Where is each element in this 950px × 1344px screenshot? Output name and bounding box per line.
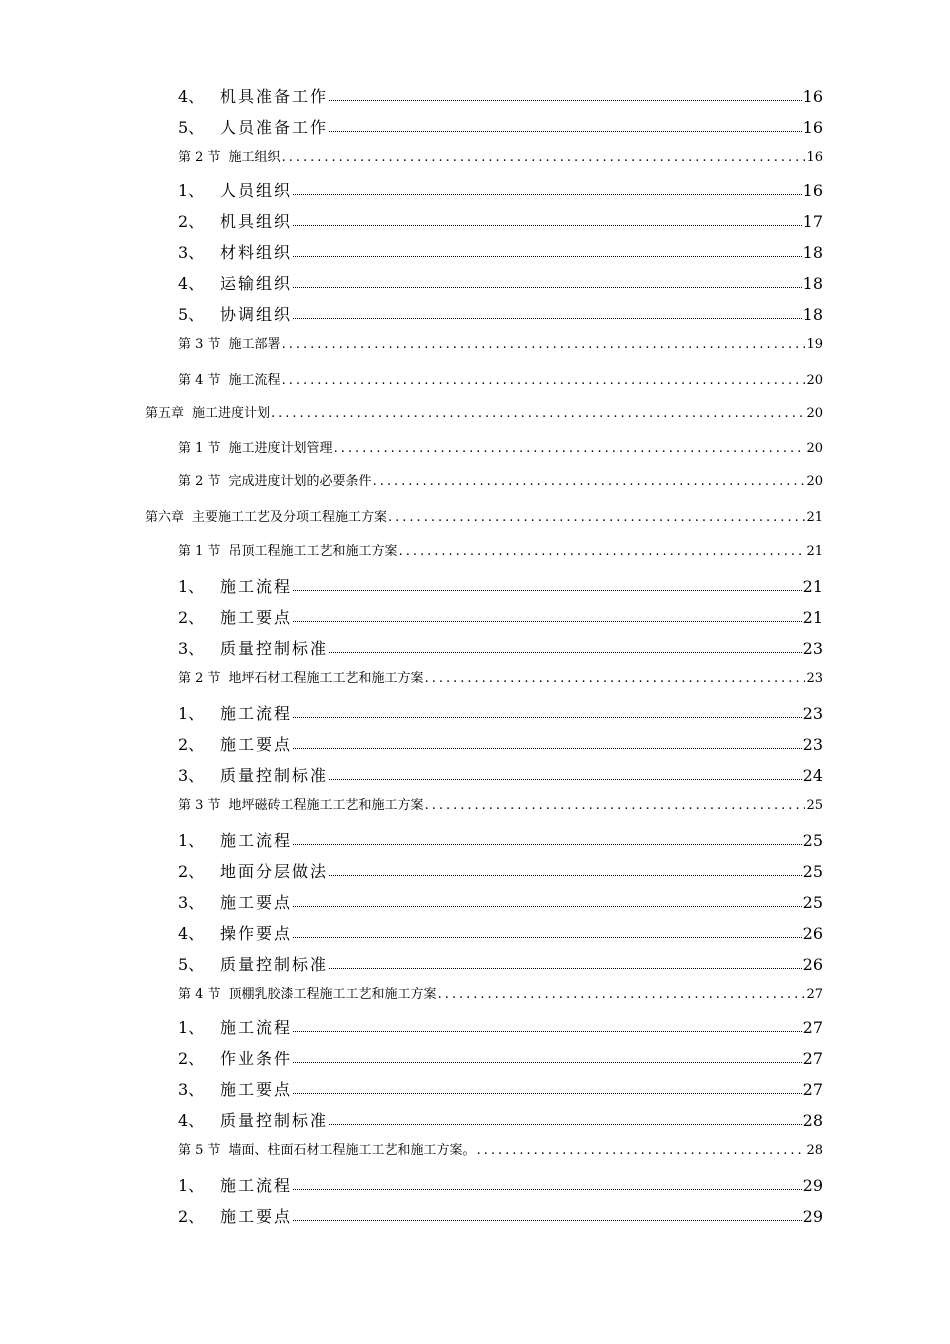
toc-entry-number: 4、 (178, 274, 205, 293)
toc-page-number: 25 (802, 862, 823, 881)
toc-entry-title: 施工要点 (220, 1207, 293, 1226)
toc-entry[interactable] (178, 1204, 823, 1226)
toc-entry-number: 2、 (178, 862, 205, 881)
toc-page-number: 28 (806, 1143, 823, 1158)
toc-entry[interactable] (178, 859, 823, 881)
toc-page-number: 20 (806, 441, 823, 456)
toc-page-number: 29 (802, 1207, 823, 1226)
toc-dot-leader (293, 256, 802, 257)
toc-entry-number: 第 2 节 (178, 474, 221, 489)
toc-page-number: 20 (806, 474, 823, 489)
toc-dot-leader (271, 406, 805, 421)
toc-page-number: 20 (806, 373, 823, 388)
toc-entry[interactable] (178, 983, 823, 1003)
toc-dot-leader (293, 844, 802, 845)
toc-entry[interactable] (178, 540, 823, 560)
toc-entry[interactable] (178, 1046, 823, 1068)
toc-page-number: 19 (806, 337, 823, 352)
toc-dot-leader (293, 318, 802, 319)
toc-entry-title: 施工流程 (228, 373, 281, 388)
toc-entry-title: 施工要点 (220, 893, 293, 912)
toc-entry[interactable] (178, 1015, 823, 1037)
toc-dot-leader (293, 1189, 802, 1190)
toc-entry-number: 4、 (178, 1111, 205, 1130)
toc-dot-leader (425, 798, 806, 813)
toc-entry[interactable] (178, 732, 823, 754)
toc-entry[interactable] (145, 506, 823, 526)
toc-dot-leader (334, 441, 806, 456)
toc-dot-leader (438, 987, 806, 1002)
toc-entry-number: 第 4 节 (178, 987, 221, 1002)
toc-entry-number: 5、 (178, 305, 205, 324)
toc-entry[interactable] (178, 271, 823, 293)
toc-dot-leader (293, 1093, 802, 1094)
toc-entry[interactable] (178, 115, 823, 137)
toc-page-number: 27 (806, 987, 823, 1002)
toc-entry-title: 操作要点 (220, 924, 293, 943)
toc-entry[interactable] (178, 470, 823, 490)
toc-entry-title: 质量控制标准 (220, 955, 329, 974)
toc-page-number: 21 (806, 510, 823, 525)
toc-entry-title: 质量控制标准 (220, 766, 329, 785)
toc-dot-leader (282, 150, 806, 165)
toc-entry[interactable] (178, 84, 823, 106)
toc-entry-title: 机具组织 (220, 212, 293, 231)
toc-page-number: 16 (802, 87, 823, 106)
toc-entry[interactable] (178, 146, 823, 166)
toc-page-number: 18 (802, 305, 823, 324)
toc-entry-title: 施工要点 (220, 735, 293, 754)
toc-entry[interactable] (178, 1173, 823, 1195)
toc-entry-title: 质量控制标准 (220, 1111, 329, 1130)
toc-entry-title: 机具准备工作 (220, 87, 329, 106)
toc-entry-number: 3、 (178, 243, 205, 262)
toc-entry-title: 施工要点 (220, 1080, 293, 1099)
toc-entry[interactable] (178, 178, 823, 200)
toc-entry[interactable] (178, 209, 823, 231)
toc-page-number: 23 (802, 639, 823, 658)
toc-entry-number: 1、 (178, 577, 205, 596)
toc-page-number: 20 (806, 406, 823, 421)
toc-dot-leader (477, 1143, 806, 1158)
toc-dot-leader (293, 287, 802, 288)
toc-dot-leader (293, 1031, 802, 1032)
toc-entry-title: 人员组织 (220, 181, 293, 200)
toc-entry[interactable] (178, 828, 823, 850)
toc-entry-title: 材料组织 (220, 243, 293, 262)
toc-entry-number: 2、 (178, 735, 205, 754)
toc-entry-title: 协调组织 (220, 305, 293, 324)
toc-page-number: 23 (802, 704, 823, 723)
toc-entry[interactable] (178, 437, 823, 457)
toc-dot-leader (293, 1220, 802, 1221)
toc-page-number: 25 (802, 893, 823, 912)
toc-entry-number: 第六章 (145, 510, 185, 525)
toc-entry-number: 5、 (178, 118, 205, 137)
toc-dot-leader (282, 373, 806, 388)
toc-entry-number: 2、 (178, 1049, 205, 1068)
toc-page-number: 18 (802, 243, 823, 262)
toc-entry-number: 第 4 节 (178, 373, 221, 388)
toc-entry-number: 2、 (178, 608, 205, 627)
toc-entry-title: 施工要点 (220, 608, 293, 627)
toc-entry[interactable] (178, 302, 823, 324)
toc-entry[interactable] (178, 1139, 823, 1159)
toc-entry-title: 施工流程 (220, 1176, 293, 1195)
toc-page-number: 16 (806, 150, 823, 165)
toc-entry-title: 施工进度计划管理 (228, 441, 333, 456)
toc-dot-leader (293, 621, 802, 622)
toc-dot-leader (329, 779, 802, 780)
toc-entry[interactable] (145, 402, 823, 422)
toc-dot-leader (329, 875, 802, 876)
toc-entry-number: 第 5 节 (178, 1143, 221, 1158)
toc-dot-leader (329, 968, 802, 969)
toc-dot-leader (293, 1062, 802, 1063)
toc-dot-leader (282, 337, 806, 352)
toc-entry-title: 地坪磁砖工程施工工艺和施工方案 (228, 798, 424, 813)
toc-entry[interactable] (178, 890, 823, 912)
toc-entry-number: 第 2 节 (178, 671, 221, 686)
toc-page-number: 27 (802, 1080, 823, 1099)
toc-entry-number: 第 3 节 (178, 798, 221, 813)
toc-entry[interactable] (178, 369, 823, 389)
toc-page-number: 27 (802, 1049, 823, 1068)
toc-entry-title: 作业条件 (220, 1049, 293, 1068)
toc-page-number: 21 (802, 577, 823, 596)
toc-dot-leader (388, 510, 805, 525)
toc-entry[interactable] (178, 1108, 823, 1130)
toc-entry-number: 1、 (178, 1176, 205, 1195)
toc-dot-leader (329, 100, 802, 101)
toc-entry-number: 5、 (178, 955, 205, 974)
toc-dot-leader (399, 544, 806, 559)
toc-entry[interactable] (178, 333, 823, 353)
toc-entry-number: 第五章 (145, 406, 185, 421)
toc-entry-number: 第 1 节 (178, 544, 221, 559)
toc-dot-leader (293, 906, 802, 907)
toc-entry[interactable] (178, 1077, 823, 1099)
toc-dot-leader (293, 225, 802, 226)
toc-page-number: 24 (802, 766, 823, 785)
toc-entry-title: 施工进度计划 (192, 406, 271, 421)
toc-page-number: 23 (802, 735, 823, 754)
toc-entry-title: 施工组织 (228, 150, 281, 165)
toc-dot-leader (293, 194, 802, 195)
toc-entry-title: 施工流程 (220, 577, 293, 596)
toc-entry-title: 主要施工工艺及分项工程施工方案 (192, 510, 388, 525)
toc-entry-title: 顶棚乳胶漆工程施工工艺和施工方案 (228, 987, 437, 1002)
toc-dot-leader (293, 937, 802, 938)
toc-entry-title: 墙面、柱面石材工程施工工艺和施工方案。 (228, 1143, 476, 1158)
toc-entry-title: 吊顶工程施工工艺和施工方案 (228, 544, 398, 559)
toc-entry-title: 人员准备工作 (220, 118, 329, 137)
toc-entry-number: 1、 (178, 831, 205, 850)
toc-entry[interactable] (178, 667, 823, 687)
toc-entry-number: 第 3 节 (178, 337, 221, 352)
toc-entry-number: 1、 (178, 1018, 205, 1037)
toc-entry-number: 1、 (178, 181, 205, 200)
toc-page-number: 26 (802, 955, 823, 974)
toc-entry-number: 第 2 节 (178, 150, 221, 165)
toc-entry-number: 2、 (178, 1207, 205, 1226)
toc-entry-number: 1、 (178, 704, 205, 723)
toc-entry-title: 施工部署 (228, 337, 281, 352)
toc-dot-leader (425, 671, 806, 686)
toc-entry[interactable] (178, 701, 823, 723)
toc-entry[interactable] (178, 636, 823, 658)
toc-page-number: 26 (802, 924, 823, 943)
toc-entry-title: 地面分层做法 (220, 862, 329, 881)
toc-entry-number: 3、 (178, 639, 205, 658)
toc-entry[interactable] (178, 763, 823, 785)
toc-entry-title: 施工流程 (220, 1018, 293, 1037)
toc-entry-number: 第 1 节 (178, 441, 221, 456)
toc-entry-title: 施工流程 (220, 704, 293, 723)
toc-dot-leader (329, 1124, 802, 1125)
toc-page-number: 16 (802, 181, 823, 200)
toc-page-number: 23 (806, 671, 823, 686)
toc-page-number: 17 (802, 212, 823, 231)
toc-page-number: 25 (802, 831, 823, 850)
toc-page-number: 27 (802, 1018, 823, 1037)
toc-dot-leader (373, 474, 806, 489)
toc-page-number: 28 (802, 1111, 823, 1130)
toc-entry[interactable] (178, 794, 823, 814)
toc-page-number: 21 (806, 544, 823, 559)
toc-entry-number: 4、 (178, 87, 205, 106)
toc-page-number: 21 (802, 608, 823, 627)
toc-entry[interactable] (178, 952, 823, 974)
toc-dot-leader (293, 590, 802, 591)
toc-entry-title: 质量控制标准 (220, 639, 329, 658)
toc-dot-leader (329, 131, 802, 132)
toc-entry-number: 3、 (178, 893, 205, 912)
toc-dot-leader (329, 652, 802, 653)
toc-entry[interactable] (178, 921, 823, 943)
toc-page-number: 18 (802, 274, 823, 293)
toc-entry-number: 3、 (178, 1080, 205, 1099)
toc-page-number: 25 (806, 798, 823, 813)
toc-entry[interactable] (178, 574, 823, 596)
toc-entry-title: 施工流程 (220, 831, 293, 850)
toc-dot-leader (293, 748, 802, 749)
toc-page-number: 16 (802, 118, 823, 137)
toc-entry-title: 完成进度计划的必要条件 (228, 474, 372, 489)
toc-entry-number: 2、 (178, 212, 205, 231)
toc-entry[interactable] (178, 605, 823, 627)
toc-page-number: 29 (802, 1176, 823, 1195)
toc-dot-leader (293, 717, 802, 718)
toc-entry-number: 4、 (178, 924, 205, 943)
toc-entry-title: 地坪石材工程施工工艺和施工方案 (228, 671, 424, 686)
toc-entry[interactable] (178, 240, 823, 262)
toc-entry-number: 3、 (178, 766, 205, 785)
toc-entry-title: 运输组织 (220, 274, 293, 293)
